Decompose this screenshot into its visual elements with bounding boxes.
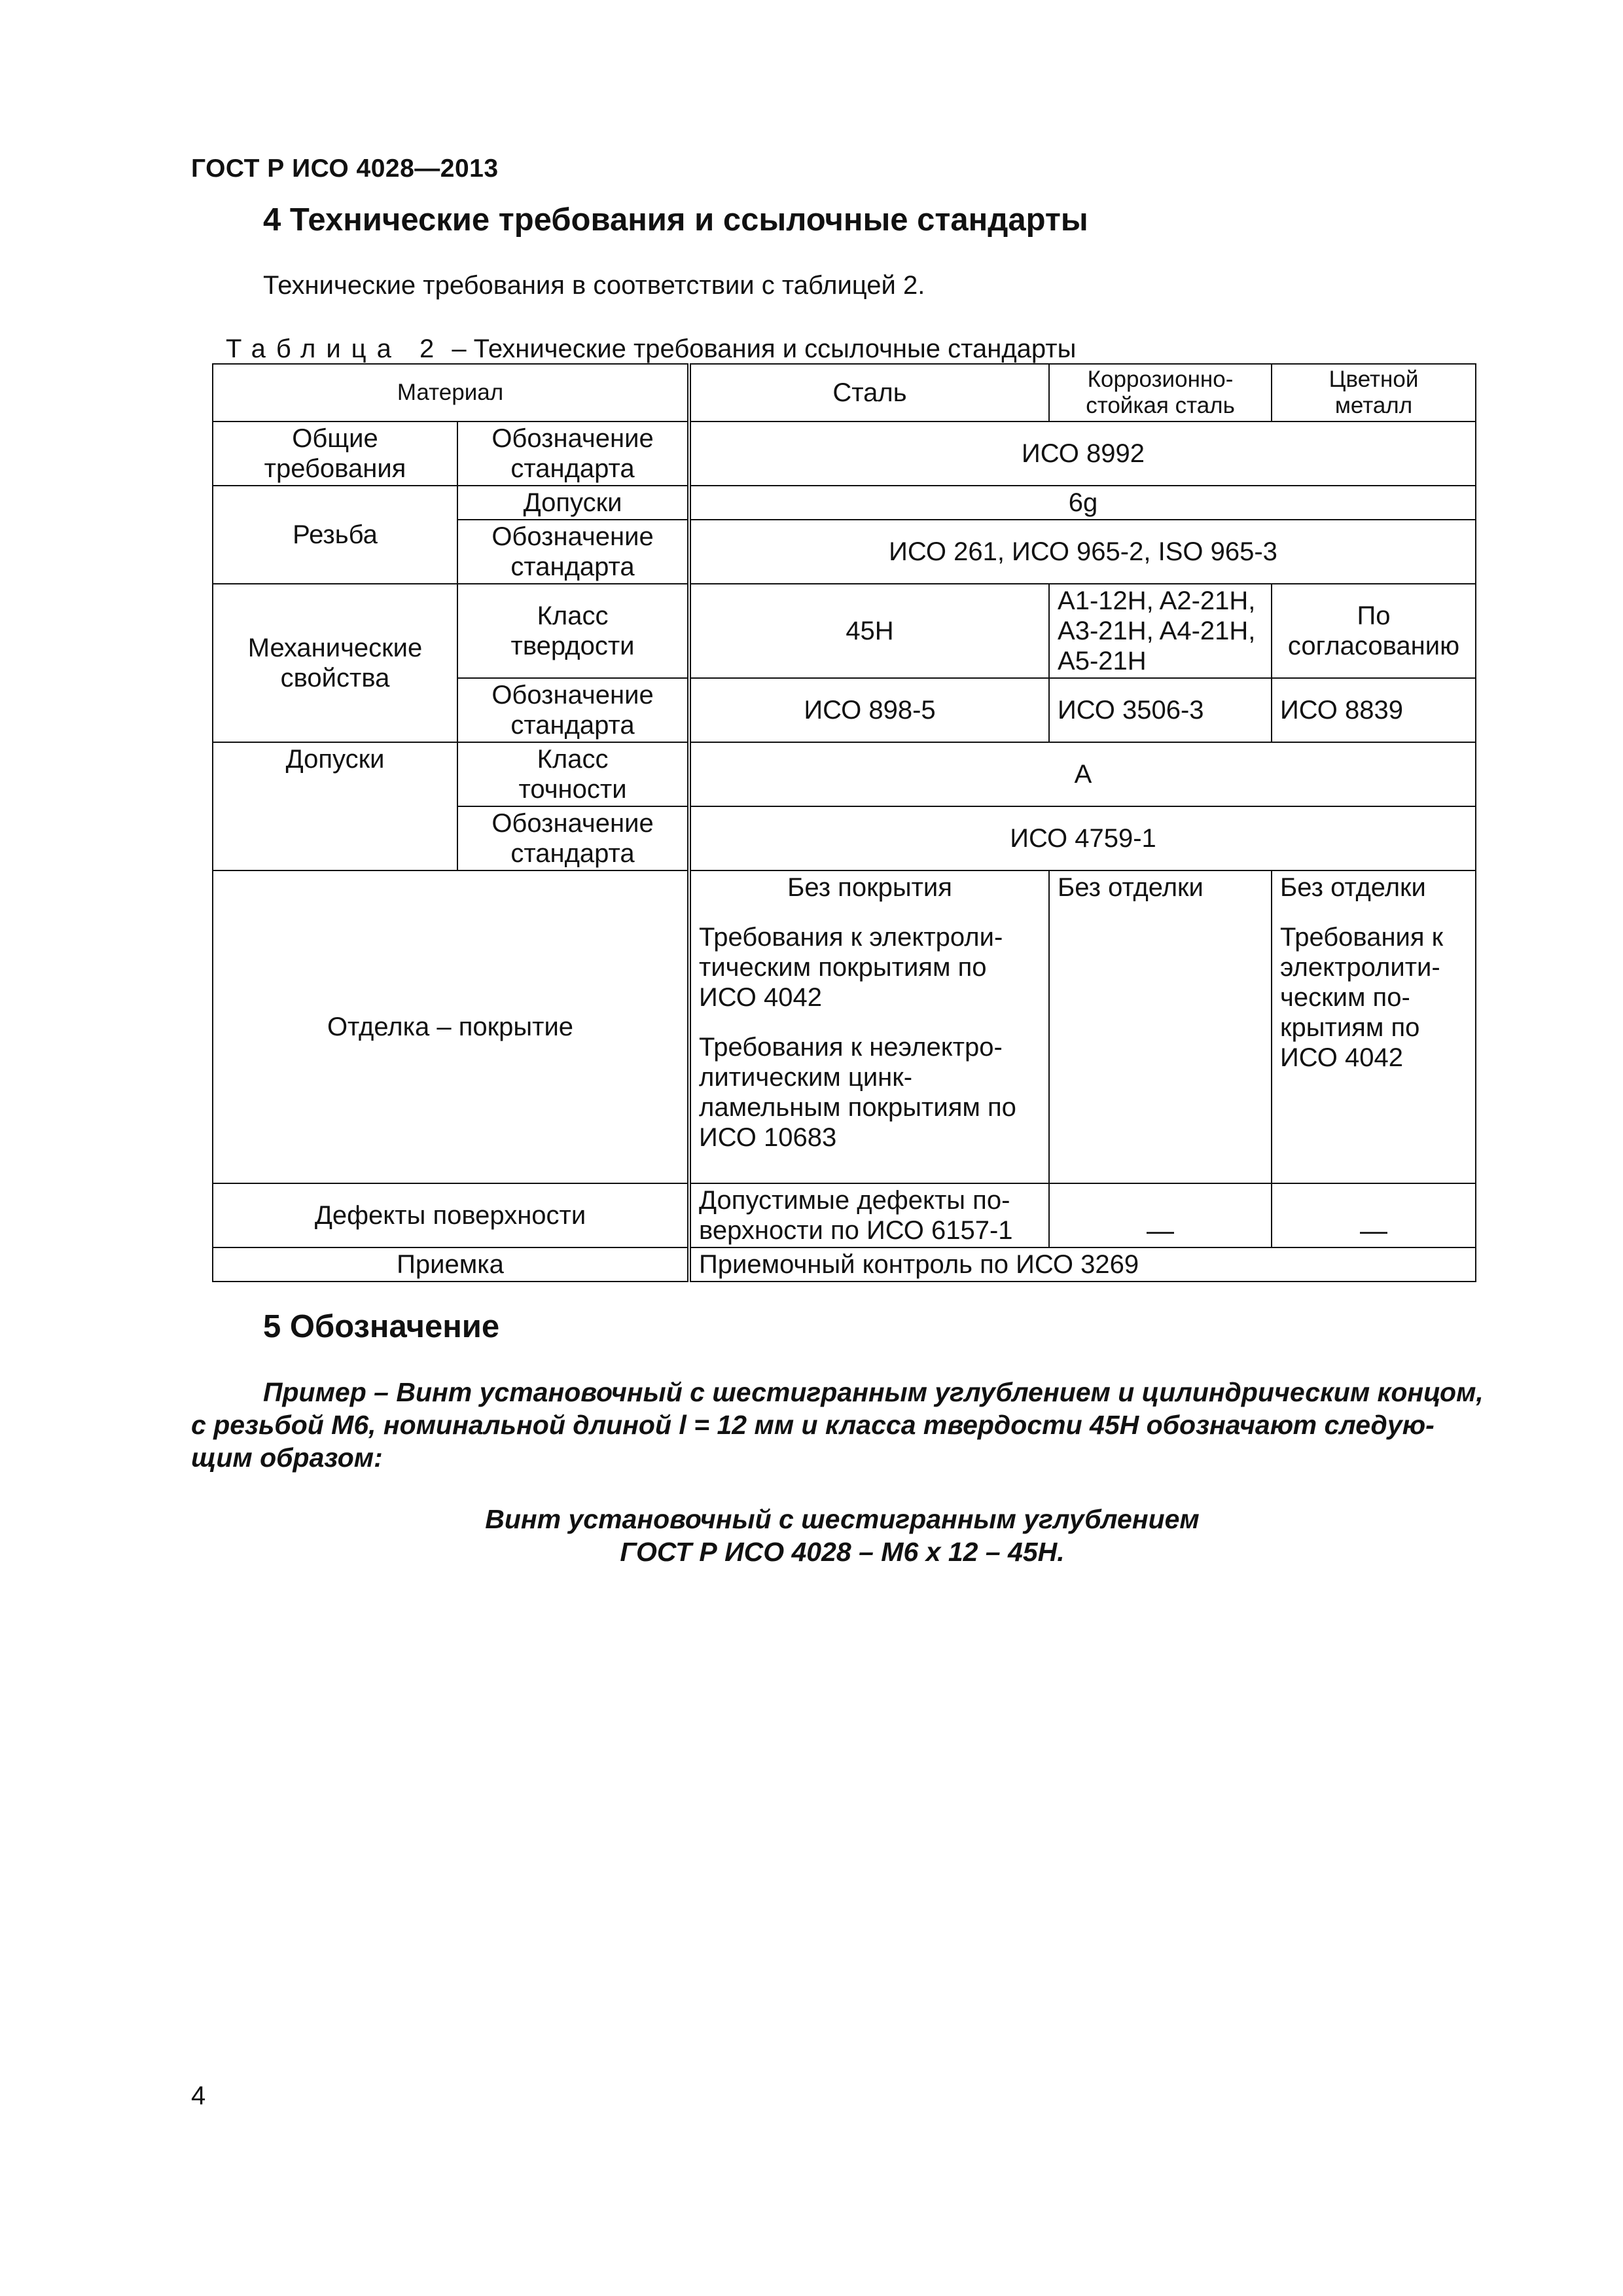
tolerances-standard-label: Обозначение стандарта [457, 806, 689, 870]
section-4-intro: Технические требования в соответствии с таблицей 2. [263, 271, 925, 300]
table-caption-label: Таблица 2 [226, 334, 445, 363]
hardness-class-steel: 45H [689, 584, 1049, 678]
thread-label: Резьба [213, 486, 457, 584]
designation-line-2: ГОСТ Р ИСО 4028 – М6 x 12 – 45H. [620, 1537, 1065, 1567]
table-row-tolerances-class [213, 742, 1476, 806]
accuracy-class-label: Класс точности [457, 742, 689, 806]
designation-line-1: Винт установочный с шестигранным углублением [485, 1504, 1200, 1534]
mechanical-standard-stainless: ИСО 3506-3 [1049, 678, 1272, 742]
header-nonferrous-metal: Цветной металл [1272, 364, 1476, 422]
surface-defects-nonferrous: — [1272, 1183, 1476, 1247]
finish-steel-zinc-flake: Требования к неэлектро- литическим цинк- ламельным покрытиям по ИСО 10683 [699, 1033, 1016, 1152]
table-row-acceptance [213, 1247, 1476, 1282]
section-5-title: 5 Обозначение [263, 1309, 500, 1344]
mechanical-standard-steel: ИСО 898-5 [689, 678, 1049, 742]
accuracy-class-value: A [689, 742, 1476, 806]
hardness-class-label: Класс твердости [457, 584, 689, 678]
table-row-general [213, 422, 1476, 486]
finish-nonferrous-cell [1272, 870, 1476, 1183]
header-steel: Сталь [689, 364, 1049, 422]
table-row-surface-defects [213, 1183, 1476, 1247]
thread-standard-label: Обозначение стандарта [457, 520, 689, 584]
page-number: 4 [191, 2081, 206, 2110]
surface-defects-stainless: — [1049, 1183, 1272, 1247]
thread-tolerance-value: 6g [689, 486, 1476, 520]
header-material: Материал [213, 364, 689, 422]
document-code-header: ГОСТ Р ИСО 4028—2013 [191, 154, 499, 183]
table-row-mechanical-class [213, 584, 1476, 678]
header-stainless-steel: Коррозионно- стойкая сталь [1049, 364, 1272, 422]
general-standard-label: Обозначение стандарта [457, 422, 689, 486]
general-standard-value: ИСО 8992 [689, 422, 1476, 486]
requirements-table [212, 363, 1476, 1282]
acceptance-value: Приемочный контроль по ИСО 3269 [689, 1247, 1476, 1282]
surface-defects-label: Дефекты поверхности [213, 1183, 689, 1247]
table-caption-text: – Технические требования и ссылочные стандарты [444, 334, 1077, 363]
table-header-row [213, 364, 1476, 422]
tolerances-label: Допуски [213, 742, 457, 870]
mechanical-standard-nonferrous: ИСО 8839 [1272, 678, 1476, 742]
mechanical-properties-label: Механические свойства [213, 584, 457, 742]
surface-defects-steel: Допустимые дефекты по- верхности по ИСО 6157-1 [689, 1183, 1049, 1247]
example-paragraph [191, 1376, 1493, 1474]
designation-example [191, 1503, 1493, 1568]
thread-tolerance-label: Допуски [457, 486, 689, 520]
finish-nonferrous-electrolytic: Требования к электролити- ческим по- крытиям по ИСО 4042 [1280, 923, 1444, 1072]
hardness-class-stainless: A1-12H, A2-21H, A3-21H, A4-21H, A5-21H [1049, 584, 1272, 678]
finish-coating-label: Отделка – покрытие [213, 870, 689, 1183]
finish-stainless: Без отделки [1049, 870, 1272, 1183]
example-text: Пример – Винт установочный с шестигранным углублением и цилиндрическим концом, с резьбой М6, номинальной длиной l = 12 мм и класса твердости 45H обозначают следую-щим образом: [191, 1377, 1484, 1473]
mechanical-standard-label: Обозначение стандарта [457, 678, 689, 742]
table-caption [226, 334, 1076, 364]
acceptance-label: Приемка [213, 1247, 689, 1282]
tolerances-standard-value: ИСО 4759-1 [689, 806, 1476, 870]
hardness-class-nonferrous: По согласованию [1272, 584, 1476, 678]
table-row-finish [213, 870, 1476, 1183]
finish-steel-cell [689, 870, 1049, 1183]
section-4-title: 4 Технические требования и ссылочные стандарты [263, 202, 1088, 238]
table-row-thread-tolerance [213, 486, 1476, 520]
finish-steel-electrolytic: Требования к электроли- тическим покрытиям по ИСО 4042 [699, 923, 1003, 1012]
finish-steel-no-coating: Без покрытия [787, 873, 952, 902]
thread-standard-value: ИСО 261, ИСО 965-2, ISO 965-3 [689, 520, 1476, 584]
finish-nonferrous-no-finish: Без отделки [1280, 873, 1426, 902]
general-requirements-label: Общие требования [213, 422, 457, 486]
